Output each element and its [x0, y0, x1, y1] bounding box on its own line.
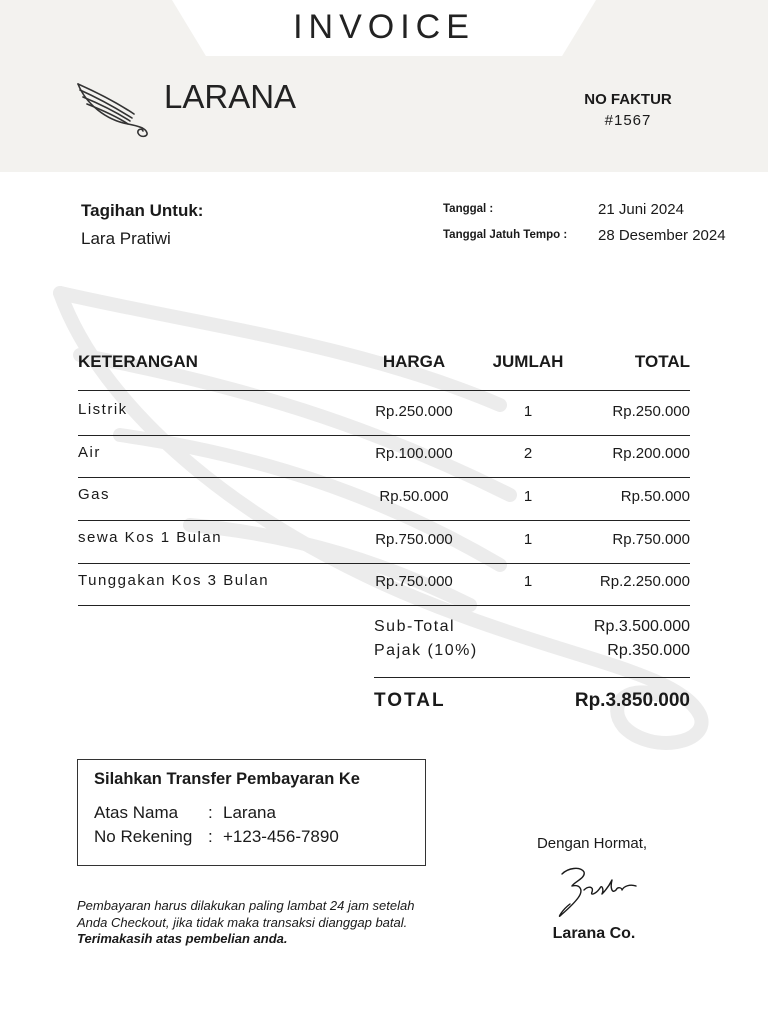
row-total: Rp.2.250.000: [599, 573, 690, 590]
note-thanks: Terimakasih atas pembelian anda.: [77, 931, 288, 946]
column-header-description: KETERANGAN: [78, 352, 198, 371]
due-date-value: 28 Desember 2024: [598, 227, 726, 244]
page-title: INVOICE: [293, 8, 475, 46]
date-label: Tanggal :: [443, 203, 494, 215]
row-price: Rp.750.000: [375, 531, 453, 548]
tax-value: Rp.350.000: [607, 642, 690, 659]
separator: :: [208, 827, 213, 846]
due-date-label: Tanggal Jatuh Tempo :: [443, 229, 568, 241]
bill-to-name: Lara Pratiwi: [81, 229, 171, 248]
table-divider: [78, 477, 690, 478]
subtotal-label: Sub-Total: [374, 618, 456, 635]
row-price: Rp.50.000: [379, 488, 449, 505]
row-price: Rp.750.000: [375, 573, 453, 590]
row-total: Rp.250.000: [612, 403, 690, 420]
table-divider: [78, 605, 690, 606]
row-quantity: 1: [523, 488, 533, 505]
payment-title: Silahkan Transfer Pembayaran Ke: [94, 770, 360, 788]
row-description: Listrik: [78, 401, 128, 418]
account-number-label: No Rekening: [94, 827, 193, 846]
brand-name: LARANA: [164, 78, 297, 115]
invoice-number-label: NO FAKTUR: [584, 91, 672, 108]
row-price: Rp.250.000: [375, 403, 453, 420]
column-header-quantity: JUMLAH: [492, 352, 564, 371]
row-quantity: 1: [523, 573, 533, 590]
table-divider: [78, 435, 690, 436]
regards-text: Dengan Hormat,: [536, 835, 648, 852]
column-header-price: HARGA: [382, 352, 446, 371]
company-name: Larana Co.: [552, 925, 636, 942]
table-divider: [78, 520, 690, 521]
row-description: Air: [78, 444, 101, 461]
invoice-number: #1567: [604, 112, 652, 129]
account-name-label: Atas Nama: [94, 803, 179, 822]
row-quantity: 1: [523, 531, 533, 548]
row-total: Rp.750.000: [612, 531, 690, 548]
wing-logo-icon: [76, 80, 152, 138]
subtotal-value: Rp.3.500.000: [593, 618, 690, 635]
summary-divider: [374, 677, 690, 678]
row-description: Tunggakan Kos 3 Bulan: [78, 572, 270, 589]
table-divider: [78, 563, 690, 564]
account-number-value: +123-456-7890: [223, 827, 339, 846]
note-text: Pembayaran harus dilakukan paling lambat 24 jam setelah Anda Checkout, jika tidak maka transaksi dianggap batal.: [77, 898, 415, 930]
row-total: Rp.50.000: [620, 488, 690, 505]
row-description: Gas: [78, 486, 111, 503]
payment-info-box: [77, 759, 426, 866]
account-name-value: Larana: [223, 803, 276, 822]
signature-icon: [550, 860, 642, 920]
date-value: 21 Juni 2024: [598, 201, 684, 218]
row-price: Rp.100.000: [375, 445, 453, 462]
separator: :: [208, 803, 213, 822]
bill-to-label: Tagihan Untuk:: [81, 201, 204, 220]
table-divider: [78, 390, 690, 391]
grand-total-label: TOTAL: [374, 690, 446, 711]
column-header-total: TOTAL: [634, 352, 690, 371]
grand-total-value: Rp.3.850.000: [574, 690, 690, 711]
row-quantity: 1: [523, 403, 533, 420]
row-quantity: 2: [523, 445, 533, 462]
row-description: sewa Kos 1 Bulan: [78, 529, 223, 546]
tax-label: Pajak (10%): [374, 642, 478, 659]
payment-note: [77, 898, 417, 948]
row-total: Rp.200.000: [612, 445, 690, 462]
